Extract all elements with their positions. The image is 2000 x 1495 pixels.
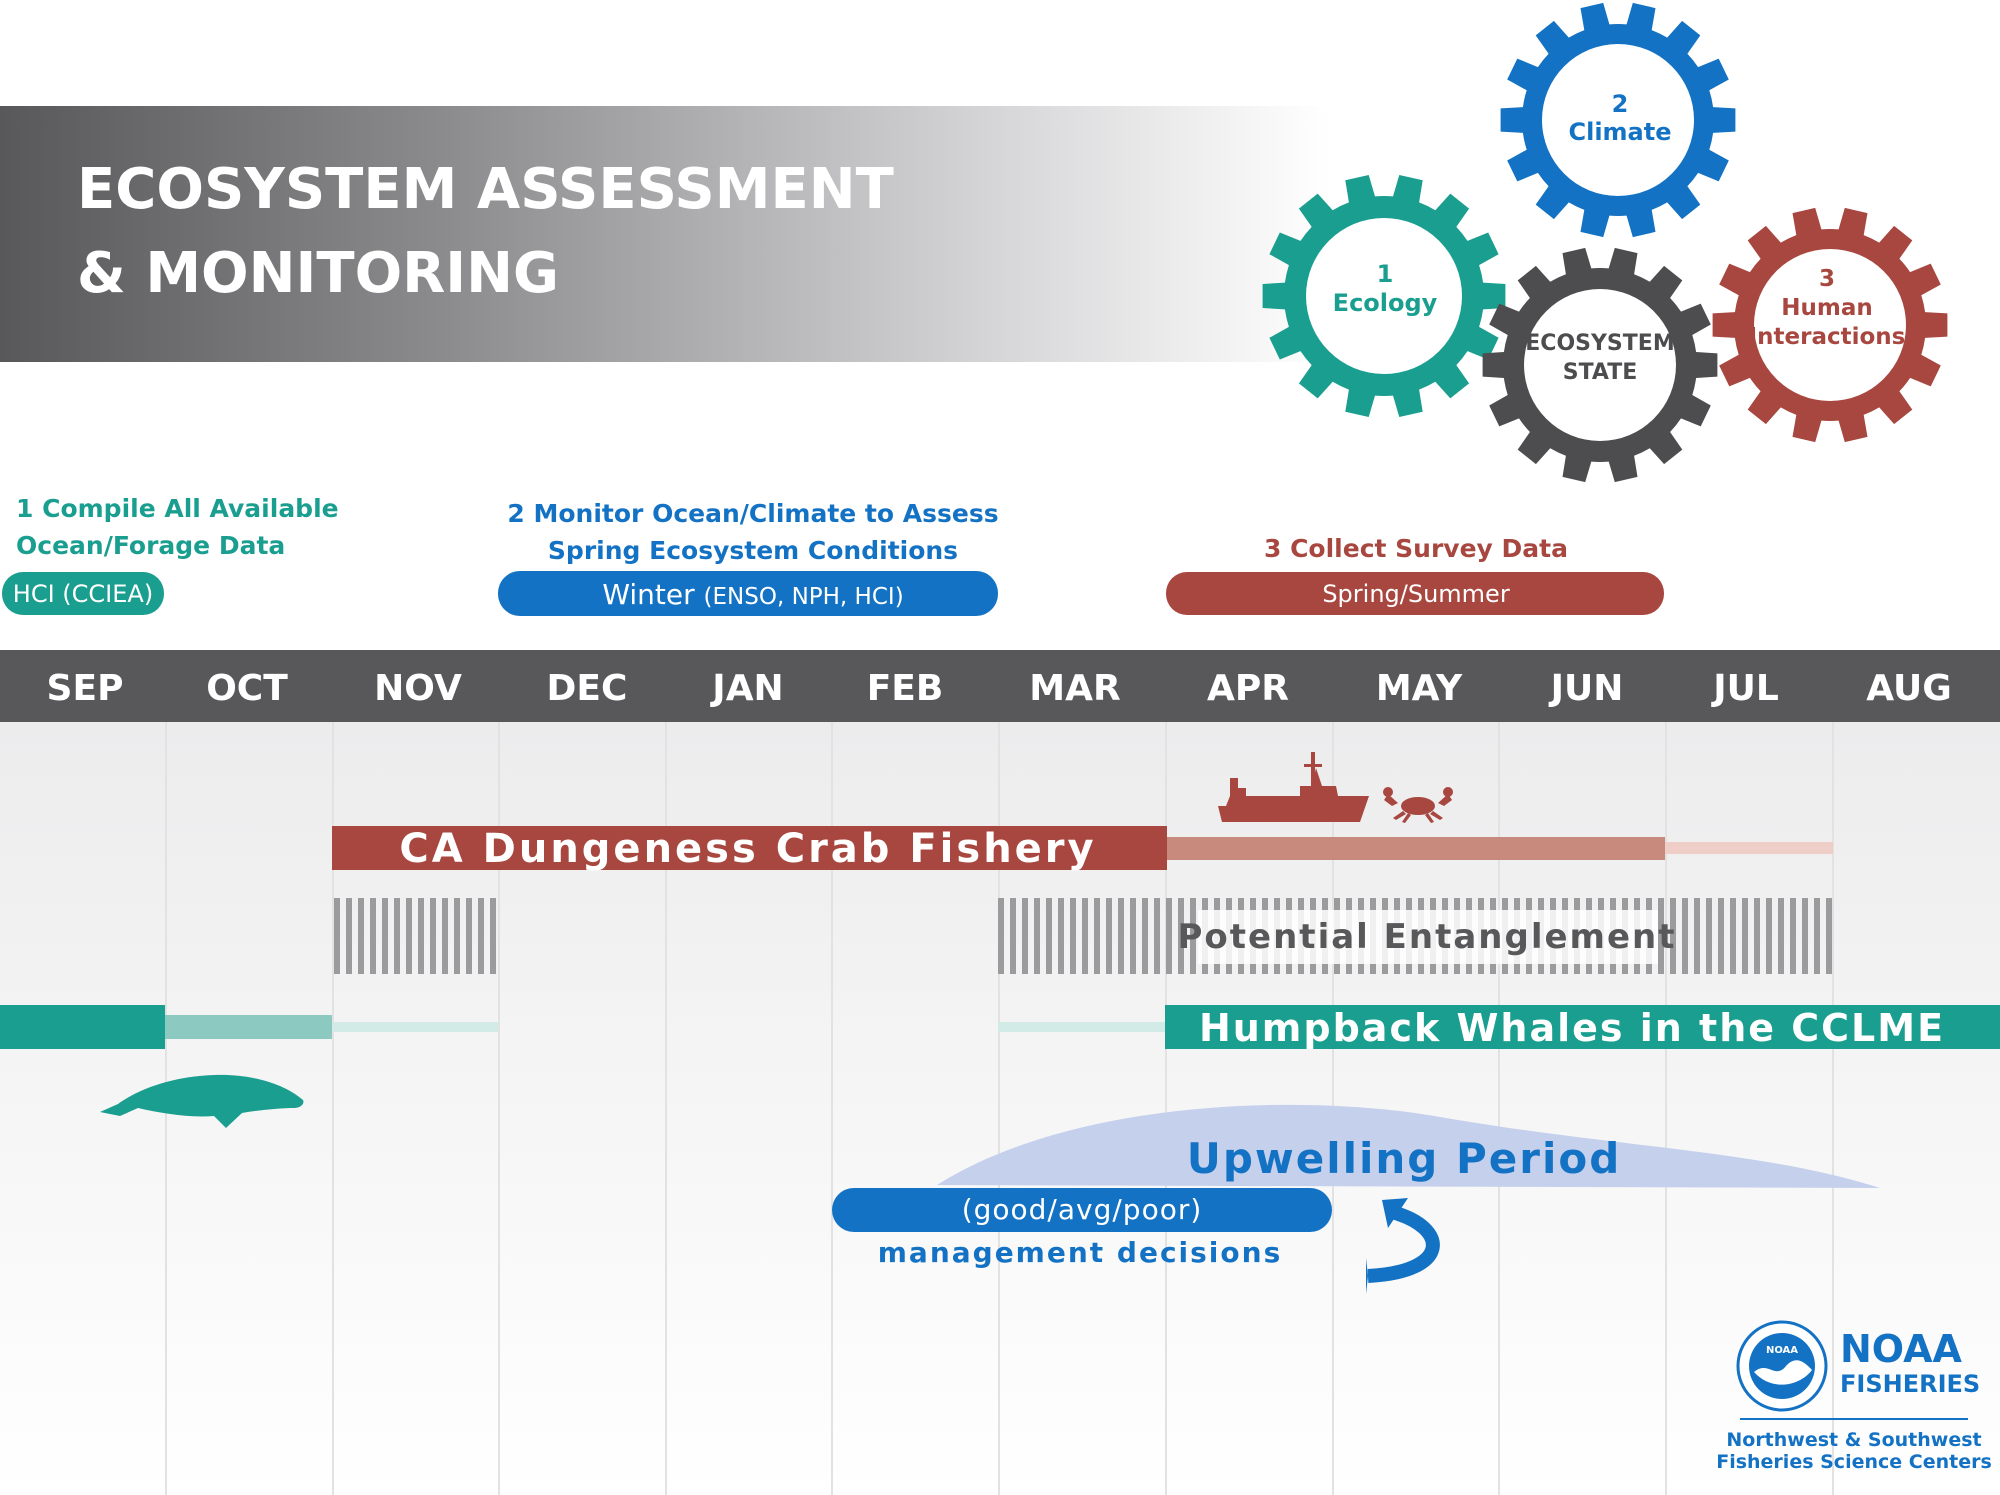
noaa-fisheries-name: FISHERIES [1840, 1370, 1981, 1398]
gear-human-number: 3 [1818, 266, 1836, 292]
entanglement-stripe [454, 898, 460, 974]
page-title-line2: & MONITORING [77, 241, 559, 306]
entanglement-stripe [1130, 898, 1136, 974]
gear-ecology-number: 1 [1376, 260, 1394, 288]
entanglement-stripe [418, 898, 424, 974]
entanglement-stripe [430, 898, 436, 974]
entanglement-stripe [370, 898, 376, 974]
entanglement-stripe [394, 898, 400, 974]
crab-fishery-extension-bar [1167, 837, 1665, 860]
entanglement-stripe [1094, 898, 1100, 974]
entanglement-stripe [1070, 898, 1076, 974]
step2-heading-line2: Spring Ecosystem Conditions [547, 536, 959, 565]
month-label-aug: AUG [1866, 668, 1952, 709]
management-decisions-label: management decisions [877, 1236, 1283, 1269]
step3-heading: 3 Collect Survey Data [1263, 534, 1569, 563]
gears-cluster [1263, 3, 1948, 482]
entanglement-stripe [1118, 898, 1124, 974]
entanglement-stripe [490, 898, 496, 974]
entanglement-stripe [1058, 898, 1064, 974]
entanglement-stripe [466, 898, 472, 974]
month-label-oct: OCT [206, 668, 288, 709]
step1-heading-line1: 1 Compile All Available [16, 494, 339, 523]
month-label-jan: JAN [712, 668, 784, 709]
crab-fishery-tail-bar [1665, 842, 1833, 854]
step2-pill-main: Winter [602, 578, 704, 611]
entanglement-stripe [998, 898, 1004, 974]
entanglement-stripe [1022, 898, 1028, 974]
gear-human-label-line1: Human [1781, 295, 1873, 321]
month-gridline [1832, 722, 1834, 1495]
noaa-seal-text: NOAA [1765, 1345, 1799, 1356]
entanglement-stripe [406, 898, 412, 974]
step3-pill-label: Spring/Summer [1322, 580, 1510, 608]
entanglement-stripe [1826, 898, 1832, 974]
entanglement-stripe [1742, 898, 1748, 974]
noaa-name: NOAA [1840, 1327, 1962, 1371]
step1-pill-label: HCI (CCIEA) [12, 580, 154, 608]
center-name-line1: Northwest & Southwest [1726, 1429, 1982, 1451]
month-label-feb: FEB [866, 668, 944, 709]
entanglement-stripe [1790, 898, 1796, 974]
page-title-line1: ECOSYSTEM ASSESSMENT [77, 157, 894, 222]
entanglement-stripe [1694, 898, 1700, 974]
month-label-jul: JUL [1713, 668, 1779, 709]
entanglement-stripe [1154, 898, 1160, 974]
month-label-apr: APR [1207, 668, 1289, 709]
entanglement-stripe [1754, 898, 1760, 974]
month-bar [0, 650, 2000, 722]
entanglement-stripe [1142, 898, 1148, 974]
entanglement-stripe [1046, 898, 1052, 974]
entanglement-stripe [1802, 898, 1808, 974]
upwelling-period-label: Upwelling Period [1186, 1134, 1622, 1183]
entanglement-stripe [1682, 898, 1688, 974]
entanglement-stripe [1718, 898, 1724, 974]
humpback-bar-nov [332, 1022, 498, 1032]
entanglement-stripe [1706, 898, 1712, 974]
gear-ecology-label: Ecology [1332, 289, 1438, 317]
gear-human-label-line2: Interactions [1748, 324, 1906, 350]
entanglement-stripe [442, 898, 448, 974]
humpback-bar-sep [0, 1005, 165, 1049]
humpback-bar-mar [998, 1022, 1165, 1032]
month-label-nov: NOV [374, 668, 462, 709]
gear-ecosystem-label-line1: ECOSYSTEM [1525, 331, 1675, 356]
entanglement-stripe [1166, 898, 1172, 974]
logo-divider [1740, 1418, 1968, 1420]
gear-climate-label: Climate [1568, 118, 1672, 146]
month-label-jun: JUN [1550, 668, 1624, 709]
entanglement-stripe [1010, 898, 1016, 974]
step2-heading-line1: 2 Monitor Ocean/Climate to Assess [507, 499, 999, 528]
crab-fishery-label: CA Dungeness Crab Fishery [399, 826, 1097, 872]
step1-heading-line2: Ocean/Forage Data [16, 531, 286, 560]
entanglement-stripe [1778, 898, 1784, 974]
gear-ecosystem-label-line2: STATE [1562, 360, 1638, 385]
entanglement-stripe [334, 898, 340, 974]
gear-climate-number: 2 [1611, 90, 1629, 118]
entanglement-stripe [1034, 898, 1040, 974]
entanglement-stripe [1814, 898, 1820, 974]
entanglement-stripe [1106, 898, 1112, 974]
entanglement-stripe [382, 898, 388, 974]
header-band [0, 106, 1330, 362]
humpback-label: Humpback Whales in the CCLME [1198, 1006, 1946, 1050]
month-label-may: MAY [1375, 668, 1463, 709]
center-name-line2: Fisheries Science Centers [1716, 1451, 1992, 1473]
noaa-fisheries-logo [1716, 1322, 1992, 1473]
month-gridline [1665, 722, 1667, 1495]
entanglement-stripe [478, 898, 484, 974]
decision-pill-label: (good/avg/poor) [961, 1193, 1203, 1226]
entanglement-stripe [358, 898, 364, 974]
entanglement-stripe [1082, 898, 1088, 974]
entanglement-stripe [346, 898, 352, 974]
humpback-bar-oct [165, 1015, 332, 1039]
step2-pill-small: (ENSO, NPH, HCI) [703, 584, 904, 610]
month-label-sep: SEP [46, 668, 124, 709]
month-label-dec: DEC [546, 668, 628, 709]
entanglement-stripe [1730, 898, 1736, 974]
entanglement-stripe [1766, 898, 1772, 974]
month-label-mar: MAR [1029, 668, 1121, 709]
entanglement-label: Potential Entanglement [1177, 917, 1677, 957]
